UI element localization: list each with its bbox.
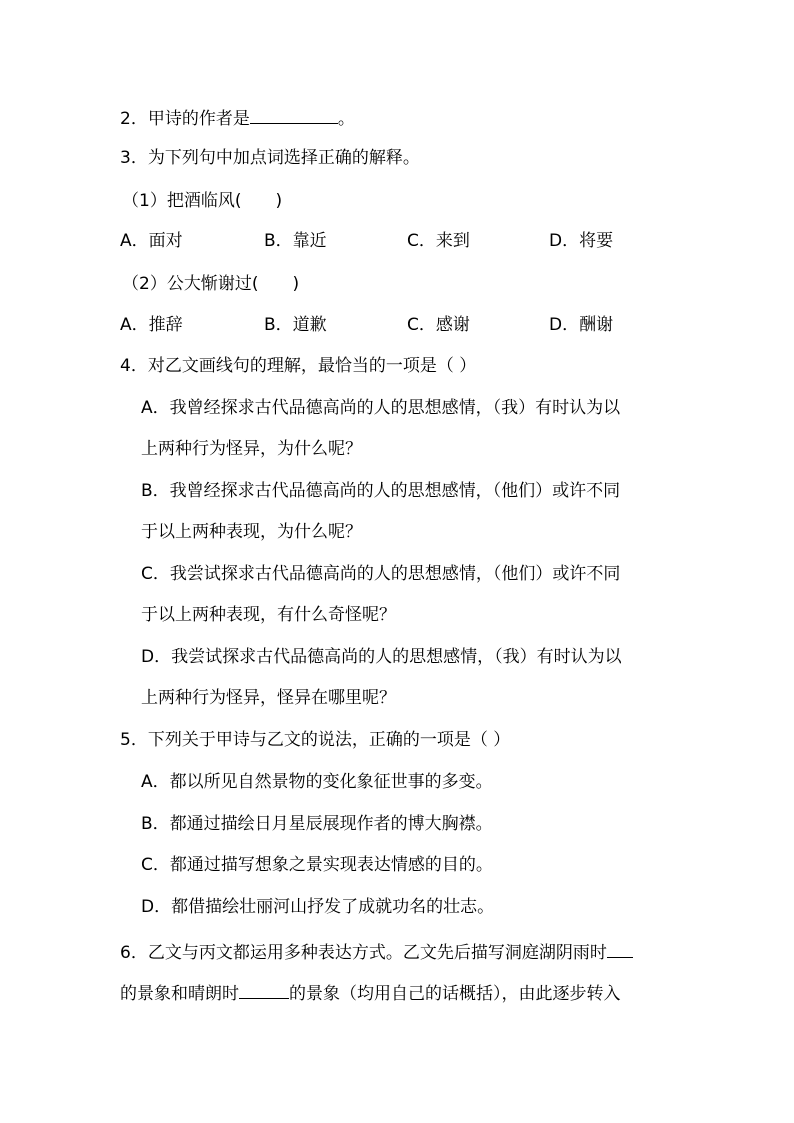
question-4-option-c-line1[interactable]: C．我尝试探求古代品德高尚的人的思想感情，（他们）或许不同	[141, 564, 621, 584]
question-4-option-a-line1[interactable]: A．我曾经探求古代品德高尚的人的思想感情，（我）有时认为以	[141, 398, 621, 418]
question-2	[120, 105, 355, 129]
question-3-stem: 3．为下列句中加点词选择正确的解释。	[120, 148, 420, 168]
question-3-sub2: （2）公大惭谢过( )	[122, 274, 300, 294]
question-2-text: 2．甲诗的作者是	[120, 109, 250, 129]
question-4-option-b-line2[interactable]: 于以上两种表现，为什么呢？	[141, 522, 362, 542]
question-6-line1	[120, 939, 633, 963]
option-a[interactable]: A．推辞	[120, 315, 183, 335]
question-6-text-b: 的景象（均用自己的话概括），由此逐步转入	[289, 984, 621, 1004]
question-6-line2	[120, 980, 621, 1004]
question-5-option-c[interactable]: C．都通过描写想象之景实现表达情感的目的。	[141, 855, 493, 875]
answer-blank[interactable]	[239, 980, 289, 999]
question-3-sub2-options	[120, 313, 680, 337]
question-4-option-d-line1[interactable]: D．我尝试探求古代品德高尚的人的思想感情，（我）有时认为以	[141, 647, 622, 667]
question-4-option-c-line2[interactable]: 于以上两种表现，有什么奇怪呢？	[141, 605, 396, 625]
option-d[interactable]: D．将要	[549, 231, 614, 251]
question-4-option-d-line2[interactable]: 上两种行为怪异，怪异在哪里呢？	[141, 688, 396, 708]
option-c[interactable]: C．感谢	[407, 315, 470, 335]
question-5-stem: 5．下列关于甲诗与乙文的说法，正确的一项是（ ）	[120, 730, 511, 750]
question-3-sub1-options	[120, 229, 680, 253]
question-2-suffix: 。	[337, 109, 355, 129]
option-b[interactable]: B．靠近	[264, 231, 327, 251]
answer-blank[interactable]	[250, 105, 338, 124]
question-4-option-a-line2[interactable]: 上两种行为怪异，为什么呢？	[141, 439, 362, 459]
question-5-option-b[interactable]: B．都通过描绘日月星辰展现作者的博大胸襟。	[141, 814, 493, 834]
question-5-option-a[interactable]: A．都以所见自然景物的变化象征世事的多变。	[141, 772, 493, 792]
option-a[interactable]: A．面对	[120, 231, 183, 251]
option-b[interactable]: B．道歉	[264, 315, 327, 335]
question-4-stem: 4．对乙文画线句的理解，最恰当的一项是（ ）	[120, 356, 477, 376]
question-6-text-a: 的景象和晴朗时	[120, 984, 239, 1004]
option-c[interactable]: C．来到	[407, 231, 470, 251]
answer-blank[interactable]	[607, 939, 633, 958]
question-6-text: 6．乙文与丙文都运用多种表达方式。乙文先后描写洞庭湖阴雨时	[120, 943, 607, 963]
question-3-sub1: （1）把酒临风( )	[122, 191, 283, 211]
question-5-option-d[interactable]: D．都借描绘壮丽河山抒发了成就功名的壮志。	[141, 897, 495, 917]
question-4-option-b-line1[interactable]: B．我曾经探求古代品德高尚的人的思想感情，（他们）或许不同	[141, 481, 621, 501]
option-d[interactable]: D．酬谢	[549, 315, 614, 335]
